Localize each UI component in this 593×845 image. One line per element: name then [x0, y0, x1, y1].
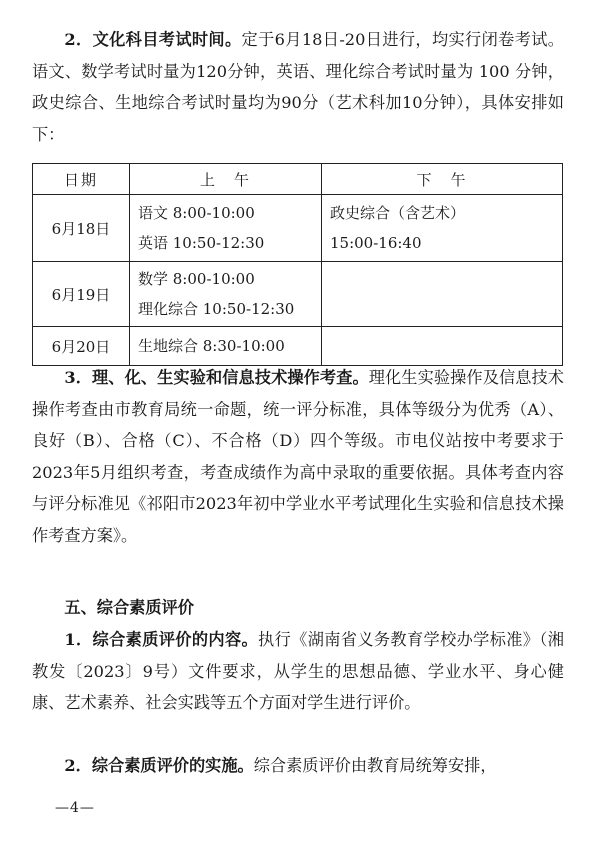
header-date: 日期: [33, 164, 130, 195]
morning-cell: [130, 327, 322, 366]
morning-cell: [130, 195, 322, 262]
date-cell: 6月19日: [33, 262, 130, 327]
morning-cell: [130, 262, 322, 327]
paragraph-exam-time: [32, 24, 564, 150]
afternoon-cell: [322, 195, 563, 262]
morning-exam: 生地综合 8:30-10:00: [138, 337, 285, 355]
morning-exam: 理化综合 10:50-12:30: [138, 300, 295, 318]
paragraph-body: 理化生实验操作及信息技术操作考查由市教育局统一命题，统一评分标准，具体等级分为优秀（A）、良好（B）、合格（C）、不合格（D）四个等级。市电仪站按中考要求于2023年5月组织考查，考查成绩作为高中录取的重要依据。具体考查内容与评分标准见《祁阳市2023年初中学业水平考试理化生实验和信息技术操作考查方案》。: [32, 368, 564, 545]
table-row: [33, 195, 563, 262]
morning-exam: 数学 8:00-10:00: [138, 270, 255, 288]
table-row: [33, 327, 563, 366]
header-afternoon: 下 午: [322, 164, 563, 195]
afternoon-exam: 政史综合（含艺术）: [330, 204, 466, 222]
section-heading: 五、综合素质评价: [64, 598, 194, 617]
exam-schedule-table: [32, 163, 563, 366]
date-cell: 6月20日: [33, 327, 130, 366]
table-row: [33, 262, 563, 327]
afternoon-exam-time: 15:00-16:40: [330, 234, 422, 252]
paragraph-lab-assessment: [32, 362, 564, 552]
morning-exam: 语文 8:00-10:00: [138, 204, 255, 222]
header-morning: 上 午: [130, 164, 322, 195]
paragraph-lead: 2．文化科目考试时间。: [64, 30, 242, 49]
paragraph-body: 定于6月18日-20日进行，均实行闭卷考试。语文、数学考试时量为120分钟，英语、理化综合考试时量为 100 分钟，政史综合、生地综合考试时量均为90分（艺术科加10分钟），具体安排如下：: [32, 30, 564, 144]
paragraph-lead: 3．理、化、生实验和信息技术操作考查。: [64, 368, 369, 387]
afternoon-cell: [322, 262, 563, 327]
paragraph-lead: 1．综合素质评价的内容。: [64, 630, 259, 649]
afternoon-cell: [322, 327, 563, 366]
date-cell: 6月18日: [33, 195, 130, 262]
morning-exam: 英语 10:50-12:30: [138, 234, 265, 252]
paragraph-body: 执行《湖南省义务教育学校办学标准》（湘教发〔2023〕9号）文件要求，从学生的思想品德、学业水平、身心健康、艺术素养、社会实践等五个方面对学生进行评价。: [32, 630, 564, 713]
paragraph-evaluation-implementation: [32, 750, 564, 782]
paragraph-body: 综合素质评价由教育局统筹安排，: [253, 756, 497, 775]
table-header-row: [33, 164, 563, 195]
page-number: —4—: [55, 800, 95, 816]
paragraph-lead: 2．综合素质评价的实施。: [64, 756, 254, 775]
paragraph-evaluation-content: [32, 624, 564, 719]
